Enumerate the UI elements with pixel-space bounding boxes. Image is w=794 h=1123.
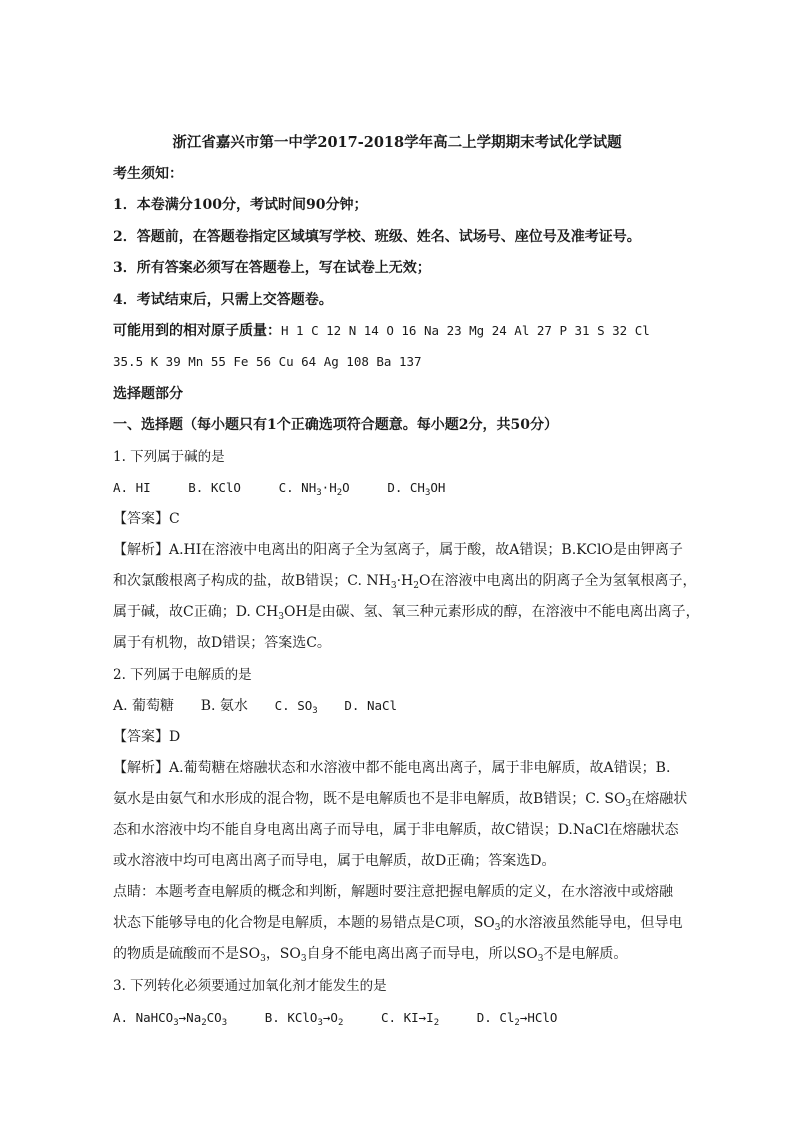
q1-stem: 1. 下列属于碱的是: [113, 449, 225, 465]
q2-analysis-line-2: 氨水是由氨气和水形成的混合物，既不是电解质也不是非电解质，故B错误；C. $SO_3$在熔融状: [113, 791, 688, 809]
section-label: 选择题部分: [113, 386, 183, 402]
q2-analysis-line-1: 【解析】A.葡萄糖在熔融状态和水溶液中都不能电离出离子，属于非电解质，故A错误；B.: [113, 760, 671, 776]
q2-option-d: D. NaCl: [344, 698, 398, 713]
q3-option-c: C. $KI\to I_2$: [381, 1010, 440, 1028]
q2-comment-line-2: 状态下能够导电的化合物是电解质，本题的易错点是C项，$SO_3$的水溶液虽然能导电，但导电: [113, 915, 683, 933]
q1-option-a: A. HI: [113, 480, 151, 495]
atomic-mass-values-1: H 1 C 12 N 14 O 16 Na 23 Mg 24 Al 27 P 31 S 32 Cl: [281, 323, 650, 338]
q2-option-a: A. 葡萄糖: [113, 698, 175, 714]
q2-comment-line-1: 点睛：本题考查电解质的概念和判断，解题时要注意把握电解质的定义，在水溶液中或熔融: [113, 884, 673, 900]
q2-option-c: C. $SO_3$: [274, 698, 318, 716]
q2-comment-line-3: 的物质是硫酸而不是$SO_3$，$SO_3$自身不能电离出离子而导电，所以$SO_3$不是电解质。: [113, 946, 628, 964]
document-title: 浙江省嘉兴市第一中学2017-2018学年高二上学期期末考试化学试题: [172, 134, 622, 151]
atomic-mass-line-2: 35.5 K 39 Mn 55 Fe 56 Cu 64 Ag 108 Ba 137: [113, 354, 422, 369]
part1-heading: 一、选择题（每小题只有1个正确选项符合题意。每小题2分，共50分）: [113, 417, 558, 433]
q1-analysis-line-2: 和次氯酸根离子构成的盐，故B错误；C. $NH_3\cdot H_2O$在溶液中电离出的阴离子全为氢氧根离子，: [113, 573, 697, 591]
q1-analysis-line-1: 【解析】A.HI在溶液中电离出的阳离子全为氢离子，属于酸，故A错误；B.KClO是由钾离子: [113, 542, 683, 558]
q3-option-d: D. $Cl_2\to HClO$: [476, 1010, 558, 1028]
notice-item-1: 1．本卷满分100分，考试时间90分钟；: [113, 197, 368, 213]
q1-answer: 【答案】C: [113, 511, 180, 527]
atomic-mass-line-1: [113, 321, 650, 341]
q1-options: [113, 478, 445, 498]
q1-analysis-line-4: 属于有机物，故D错误；答案选C。: [113, 635, 331, 651]
q1-option-d: D. $CH_3OH$: [387, 480, 446, 498]
q1-analysis-line-3: 属于碱，故C正确；D. $CH_3OH$是由碳、氢、氧三种元素形成的醇，在溶液中不能电离出离子，: [113, 604, 700, 622]
q3-options: [113, 1008, 557, 1028]
q2-stem: 2. 下列属于电解质的是: [113, 667, 252, 683]
q3-option-b: B. $KClO_3\to O_2$: [264, 1010, 344, 1028]
q2-analysis-line-4: 或水溶液中均可电离出离子而导电，属于电解质，故D正确；答案选D。: [113, 853, 556, 869]
atomic-mass-label: 可能用到的相对原子质量：: [113, 323, 281, 339]
notice-item-2: 2．答题前，在答题卷指定区域填写学校、班级、姓名、试场号、座位号及准考证号。: [113, 229, 641, 245]
q2-options: [113, 696, 397, 716]
notice-heading: 考生须知：: [113, 166, 183, 182]
q1-option-c: C. $NH_3\cdot H_2O$: [278, 480, 350, 498]
q2-option-b: B. 氨水: [200, 698, 248, 714]
q1-option-b: B. KClO: [188, 480, 241, 495]
q2-analysis-line-3: 态和水溶液中均不能自身电离出离子而导电，属于非电解质，故C错误；D.NaCl在熔融状态: [113, 822, 679, 838]
notice-item-4: 4．考试结束后，只需上交答题卷。: [113, 292, 333, 308]
q3-stem: 3. 下列转化必须要通过加氧化剂才能发生的是: [113, 978, 387, 994]
q2-answer: 【答案】D: [113, 729, 181, 745]
q3-option-a: A. $NaHCO_3\to Na_2CO_3$: [113, 1010, 228, 1028]
notice-item-3: 3．所有答案必须写在答题卷上，写在试卷上无效；: [113, 260, 431, 276]
